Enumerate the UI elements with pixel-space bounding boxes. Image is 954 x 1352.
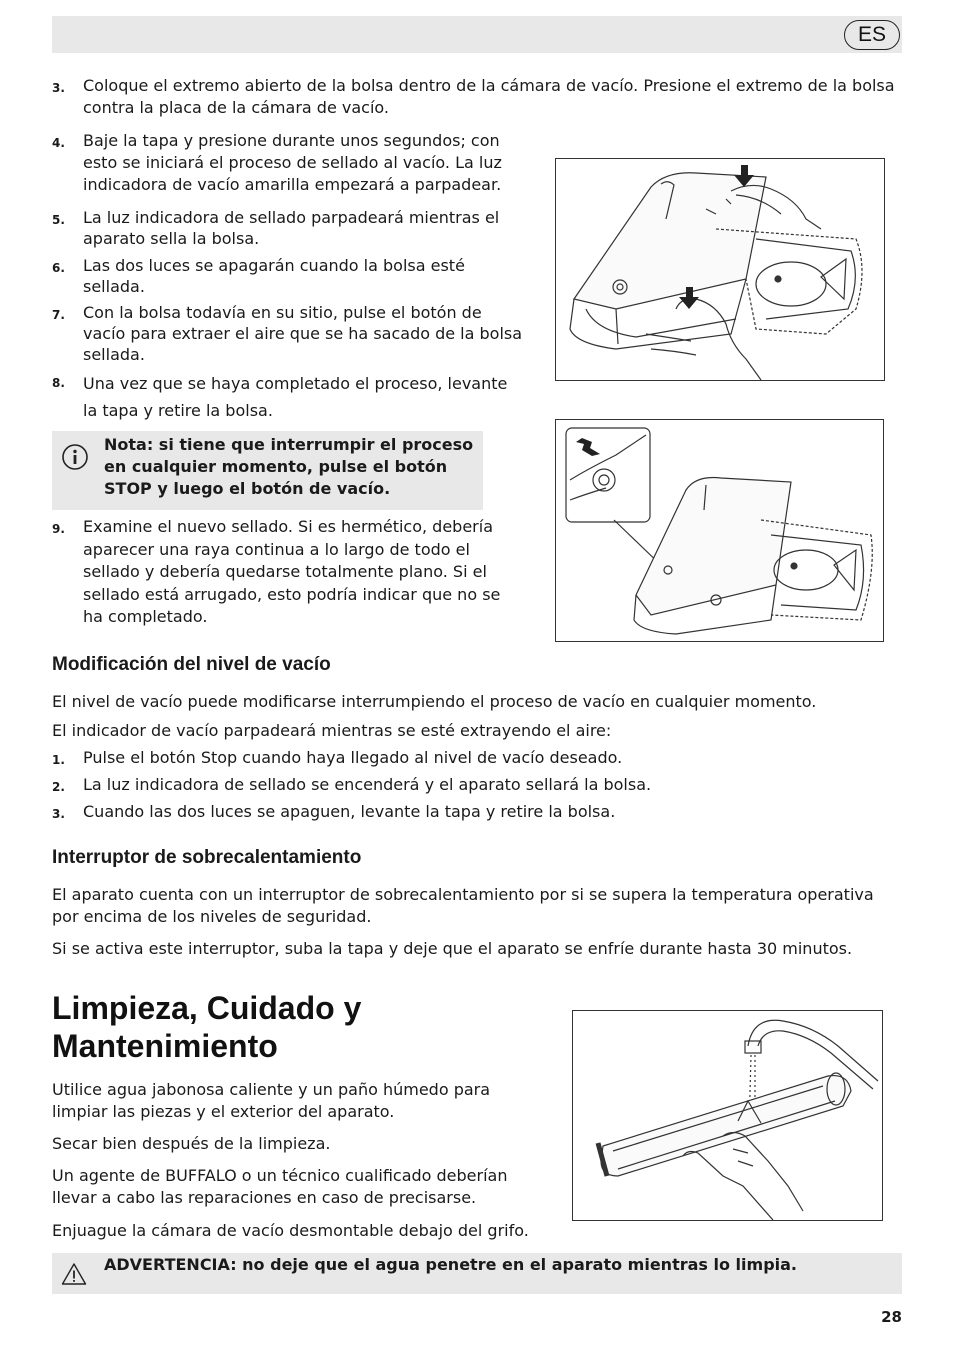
header-bar xyxy=(52,16,902,53)
warning-text: ADVERTENCIA: no deje que el agua penetre en el aparato mientras lo limpia. xyxy=(104,1255,797,1274)
step-8 xyxy=(52,370,522,426)
vacuum-step-3 xyxy=(52,801,902,823)
language-badge: ES xyxy=(844,20,900,50)
note-text: Nota: si tiene que interrumpir el proceso en cualquier momento, pulse el botón STOP y luego el botón de vacío. xyxy=(104,435,474,498)
step-text: Cuando las dos luces se apaguen, levante la tapa y retire la bolsa. xyxy=(83,802,616,821)
step-number: 7. xyxy=(52,308,65,322)
step-text: Con la bolsa todavía en su sitio, pulse el botón de vacío para extraer el aire que se ha sacado de la bolsa sellada. xyxy=(83,303,523,364)
step-number: 2. xyxy=(52,780,65,794)
page-number: 28 xyxy=(881,1308,902,1326)
step-7 xyxy=(52,302,522,366)
paragraph: Enjuague la cámara de vacío desmontable debajo del grifo. xyxy=(52,1221,529,1240)
title-line-1: Limpieza, Cuidado y xyxy=(52,990,362,1026)
section-heading-vacuum-level: Modificación del nivel de vacío xyxy=(52,654,331,675)
warning-triangle-icon xyxy=(61,1262,87,1286)
step-number: 3. xyxy=(52,81,65,95)
warning-box xyxy=(52,1253,902,1294)
paragraph: El indicador de vacío parpadeará mientras se esté extrayendo el aire: xyxy=(52,721,612,740)
info-icon xyxy=(61,443,89,471)
step-text: Pulse el botón Stop cuando haya llegado al nivel de vacío deseado. xyxy=(83,748,623,767)
paragraph: Si se activa este interruptor, suba la tapa y deje que el aparato se enfríe durante hasta 30 minutos. xyxy=(52,939,853,958)
note-box xyxy=(52,431,483,510)
section-title-cleaning xyxy=(52,989,361,1065)
step-text: Coloque el extremo abierto de la bolsa dentro de la cámara de vacío. Presione el extremo de la bolsa contra la placa de la cámara de vacío. xyxy=(83,76,895,117)
paragraph: Secar bien después de la limpieza. xyxy=(52,1134,331,1153)
step-4 xyxy=(52,130,522,198)
step-number: 3. xyxy=(52,807,65,821)
step-number: 4. xyxy=(52,136,65,150)
step-5 xyxy=(52,207,522,251)
vacuum-step-1 xyxy=(52,747,902,769)
step-text: Baje la tapa y presione durante unos segundos; con esto se iniciará el proceso de sellado al vacío. La luz indicadora de vacío amarilla empezará a parpadear. xyxy=(83,131,502,194)
figure-stop-button xyxy=(555,419,884,642)
step-number: 8. xyxy=(52,376,65,390)
section-heading-overheat: Interruptor de sobrecalentamiento xyxy=(52,847,362,868)
title-line-2: Mantenimiento xyxy=(52,1028,278,1064)
paragraph: El nivel de vacío puede modificarse interrumpiendo el proceso de vacío en cualquier momento. xyxy=(52,692,817,711)
step-3 xyxy=(52,75,902,121)
vacuum-sealer-illustration xyxy=(556,159,884,380)
figure-rinse-chamber xyxy=(572,1010,883,1221)
figure-press-lid xyxy=(555,158,885,381)
step-9 xyxy=(52,516,522,628)
step-text: Las dos luces se apagarán cuando la bolsa esté sellada. xyxy=(83,256,465,296)
paragraph: Un agente de BUFFALO o un técnico cualificado deberían llevar a cabo las reparaciones en caso de precisarse. xyxy=(52,1166,508,1207)
step-number: 9. xyxy=(52,522,65,536)
step-number: 6. xyxy=(52,261,65,275)
step-number: 5. xyxy=(52,213,65,227)
step-text: Una vez que se haya completado el proceso, levante la tapa y retire la bolsa. xyxy=(83,374,508,420)
step-text: La luz indicadora de sellado parpadeará mientras el aparato sella la bolsa. xyxy=(83,208,500,248)
rinse-under-tap-illustration xyxy=(573,1011,882,1220)
step-text: La luz indicadora de sellado se encenderá y el aparato sellará la bolsa. xyxy=(83,775,652,794)
paragraph: Utilice agua jabonosa caliente y un paño húmedo para limpiar las piezas y el exterior del aparato. xyxy=(52,1080,491,1121)
step-text: Examine el nuevo sellado. Si es hermético, debería aparecer una raya continua a lo largo de todo el sellado y debería quedarse totalmente plano. Si el sellado está arrugado, esto podría indicar que no se ha completado. xyxy=(83,517,501,627)
vacuum-step-2 xyxy=(52,774,902,796)
step-number: 1. xyxy=(52,753,65,767)
paragraph: El aparato cuenta con un interruptor de sobrecalentamiento por si se supera la temperatura operativa por encima de los niveles de seguridad. xyxy=(52,885,874,926)
step-6 xyxy=(52,255,522,299)
stop-button-detail-illustration xyxy=(556,420,883,641)
